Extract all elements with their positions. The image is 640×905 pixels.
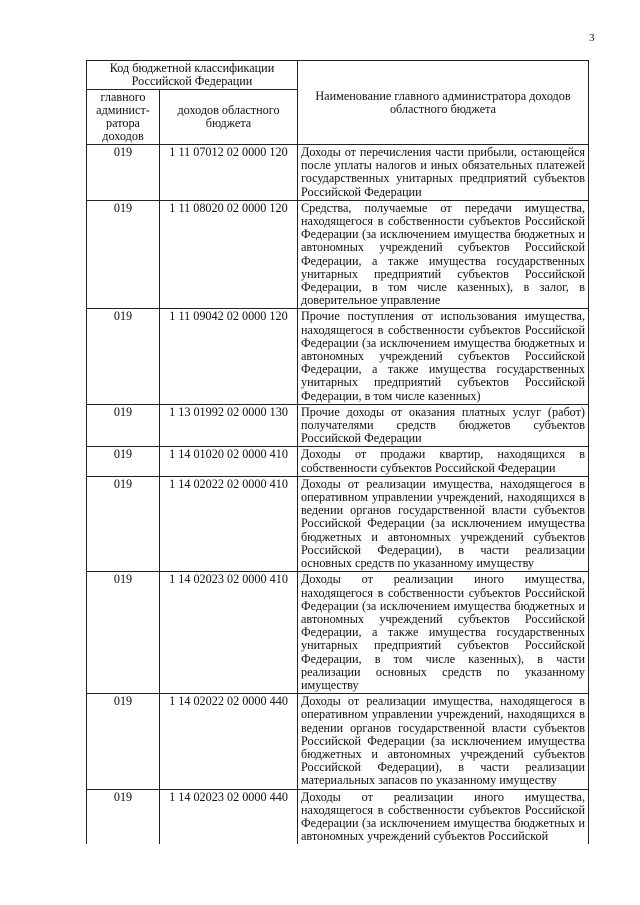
income-code-cell: 1 11 09042 02 0000 120 [160,309,298,404]
income-name-cell: Прочие доходы от оказания платных услуг (работ) получателями средств бюджетов субъектов Российской Федерации [298,404,589,447]
income-name-cell: Доходы от продажи квартир, находящихся в собственности субъектов Российской Федерации [298,447,589,476]
income-code-cell: 1 11 08020 02 0000 120 [160,200,298,309]
admin-code-cell: 019 [87,789,160,844]
table-header [87,61,589,145]
admin-code-cell: 019 [87,572,160,694]
table-row [87,572,589,694]
revenue-administrators-table [86,60,589,844]
income-code-cell: 1 14 02022 02 0000 440 [160,694,298,789]
table-row [87,309,589,404]
table-row [87,789,589,844]
table-row [87,145,589,201]
income-code-cell: 1 11 07012 02 0000 120 [160,145,298,201]
income-code-cell: 1 14 02022 02 0000 410 [160,476,298,571]
admin-code-cell: 019 [87,404,160,447]
table-row [87,447,589,476]
admin-code-cell: 019 [87,447,160,476]
income-name-cell: Доходы от перечисления части прибыли, остающейся после уплаты налогов и иных обязательных платежей государственных унитарных предприятий субъектов Российской Федерации [298,145,589,201]
page-number: 3 [589,32,595,44]
table-row [87,200,589,309]
income-name-cell: Доходы от реализации имущества, находящегося в оперативном управлении учреждений, находящихся в ведении органов государственной власти субъектов Российской Федерации (за исключением имущества бюджетных и автономных учреждений субъектов Российской Федерации), в части реализации материальных запасов по указанному имуществу [298,694,589,789]
income-name-cell: Прочие поступления от использования имущества, находящегося в собственности субъектов Российской Федерации (за исключением имущества бюджетных и автономных учреждений субъектов Российской Федерации, а также имущества государственных унитарных предприятий субъектов Российской Федерации, в том числе казенных) [298,309,589,404]
admin-code-cell: 019 [87,694,160,789]
income-name-cell: Доходы от реализации имущества, находящегося в оперативном управлении учреждений, находящихся в ведении органов государственной власти субъектов Российской Федерации (за исключением имущества бюджетных и автономных учреждений субъектов Российской Федерации), в части реализации основных средств по указанному имуществу [298,476,589,571]
kbk-header: Код бюджетной классификации Российской Федерации [87,61,298,90]
income-name-cell: Доходы от реализации иного имущества, находящегося в собственности субъектов Российской Федерации (за исключением имущества бюджетных и автономных учреждений субъектов Российской [298,789,589,844]
admin-code-cell: 019 [87,476,160,571]
name-column-header: Наименование главного администратора доходов областного бюджета [298,61,589,145]
income-name-cell: Доходы от реализации иного имущества, находящегося в собственности субъектов Российской Федерации (за исключением имущества бюджетных и автономных учреждений субъектов Российской Федерации, а также имущества государственных унитарных предприятий субъектов Российской Федерации, в том числе казенных), в части реализации основных средств по указанному имуществу [298,572,589,694]
table-row [87,476,589,571]
admin-code-cell: 019 [87,309,160,404]
income-code-cell: 1 13 01992 02 0000 130 [160,404,298,447]
income-code-cell: 1 14 01020 02 0000 410 [160,447,298,476]
table-row [87,694,589,789]
table-row [87,404,589,447]
admin-code-cell: 019 [87,145,160,201]
table-body [87,145,589,845]
income-code-cell: 1 14 02023 02 0000 440 [160,789,298,844]
admin-column-header: главного админист-ратора доходов [87,90,160,145]
income-code-cell: 1 14 02023 02 0000 410 [160,572,298,694]
income-column-header: доходов областного бюджета [160,90,298,145]
admin-code-cell: 019 [87,200,160,309]
income-name-cell: Средства, получаемые от передачи имущества, находящегося в собственности субъектов Российской Федерации (за исключением имущества бюджетных и автономных учреждений субъектов Российской Федерации, а также имущества государственных унитарных предприятий субъектов Российской Федерации, в том числе казенных), в залог, в доверительное управление [298,200,589,309]
